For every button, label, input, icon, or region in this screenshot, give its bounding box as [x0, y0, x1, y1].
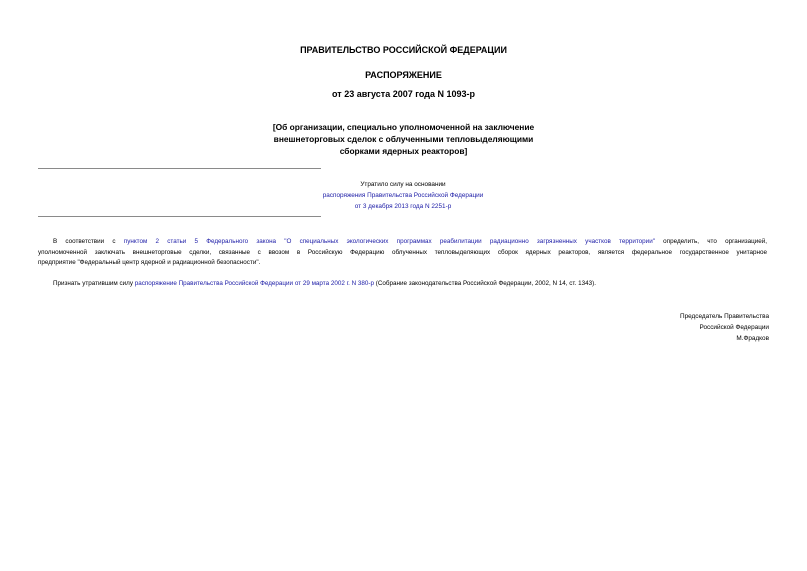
signatory-name: М.Фрадков [736, 335, 769, 342]
paragraph-line [38, 279, 767, 290]
paragraph-text: Признать утратившим силу [53, 280, 135, 287]
body-paragraph-1 [38, 237, 767, 269]
lapsed-notice-text: Утратило силу на основании [360, 181, 446, 188]
repealed-order-link[interactable]: распоряжение Правительства Российской Федерации от 29 марта 2002 г. N 380-р [134, 280, 375, 287]
paragraph-text: определить, что организацией, [654, 238, 768, 245]
divider-top [38, 168, 321, 169]
paragraph-text: (Собрание законодательства Российской Федерации, 2002, N 14, ст. 1343). [374, 280, 596, 287]
document-title-line: сборками ядерных реакторов] [339, 146, 468, 156]
document-title [200, 121, 607, 157]
body-paragraph-2 [38, 279, 767, 290]
divider-bottom [38, 216, 321, 217]
signature-block [680, 311, 769, 344]
document-title-line: [Об организации, специально уполномоченной на заключение [272, 122, 535, 132]
signatory-body: Российской Федерации [699, 324, 769, 331]
signatory-title: Председатель Правительства [680, 313, 769, 320]
paragraph-line: предприятие "Федеральный центр ядерной и радиационной безопасности". [38, 259, 261, 266]
paragraph-text: В соответствии с [53, 238, 116, 245]
lapsed-reference-date-link[interactable]: от 3 декабря 2013 года N 2251-р [354, 203, 452, 210]
lapsed-reference-link[interactable]: распоряжения Правительства Российской Федерации [322, 192, 484, 199]
issuing-authority: ПРАВИТЕЛЬСТВО РОССИЙСКОЙ ФЕДЕРАЦИИ [300, 45, 507, 55]
document-title-line: внешнеторговых сделок с облученными тепловыделяющими [273, 134, 534, 144]
paragraph-line [38, 237, 767, 248]
federal-law-link[interactable]: пунктом 2 статьи 5 Федерального закона "О специальных экологических программах реабилитации радиационно загрязненных участков территории" [123, 238, 655, 245]
paragraph-line: уполномоченной заключать внешнеторговые сделки, связанные с ввозом в Российскую Федерацию облученных тепловыделяющих сборок ядерных реакторов, является федеральное государственное унитарное [38, 248, 767, 256]
document-type: РАСПОРЯЖЕНИЕ [365, 70, 442, 80]
document-date-number: от 23 августа 2007 года N 1093-р [332, 89, 475, 99]
lapsed-notice [258, 179, 548, 212]
